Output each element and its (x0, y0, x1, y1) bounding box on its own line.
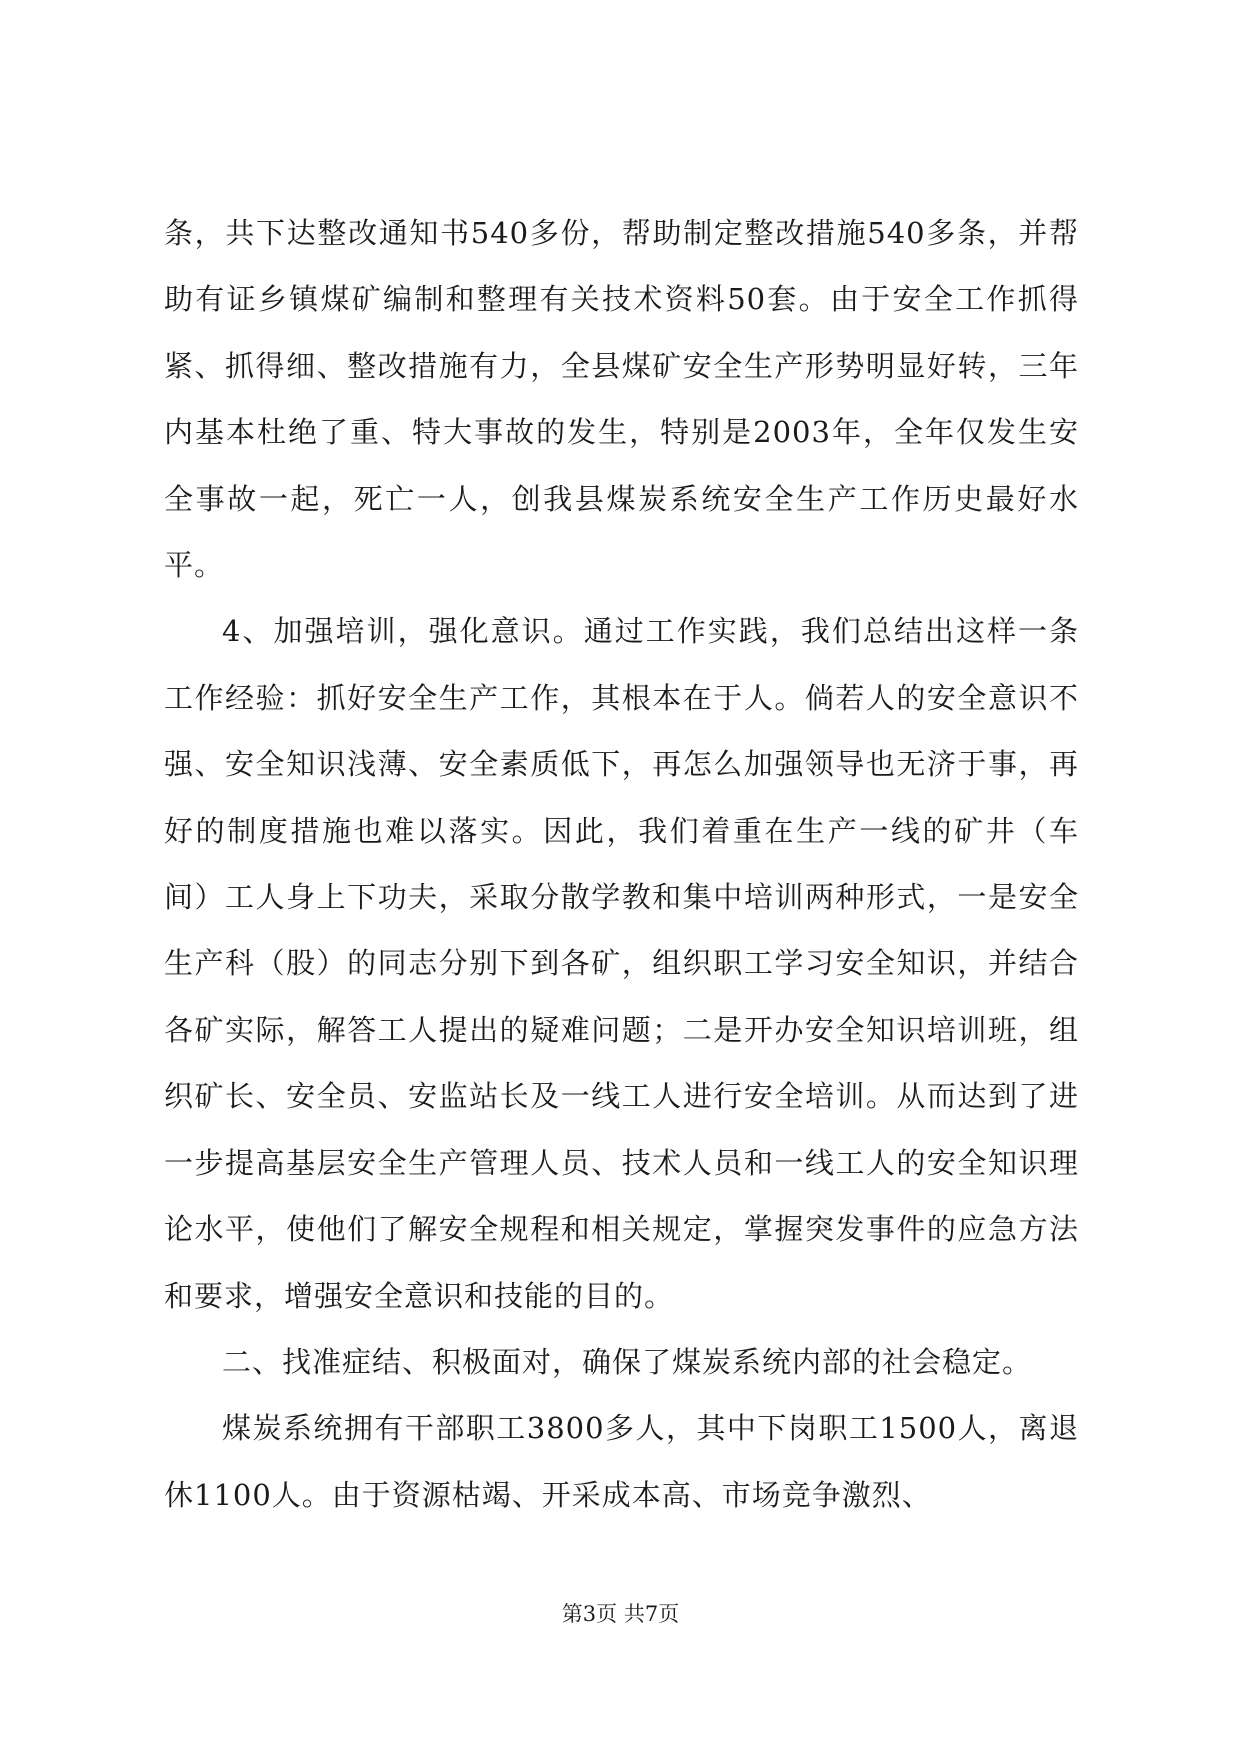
paragraph-workforce: 煤炭系统拥有干部职工3800多人，其中下岗职工1500人，离退休1100人。由于资源枯竭、开采成本高、市场竞争激烈、 (164, 1411, 1079, 1512)
paragraph-continuation: 条，共下达整改通知书540多份，帮助制定整改措施540多条，并帮助有证乡镇煤矿编制和整理有关技术资料50套。由于安全工作抓得紧、抓得细、整改措施有力，全县煤矿安全生产形势明显好转，三年内基本杜绝了重、特大事故的发生，特别是2003年，全年仅发生安全事故一起，死亡一人，创我县煤炭系统安全生产工作历史最好水平。 (164, 216, 1079, 583)
document-body (164, 200, 1079, 1528)
page-number-footer: 第3页 共7页 (561, 1602, 680, 1626)
paragraph-training: 4、加强培训，强化意识。通过工作实践，我们总结出这样一条工作经验：抓好安全生产工作，其根本在于人。倘若人的安全意识不强、安全知识浅薄、安全素质低下，再怎么加强领导也无济于事，再好的制度措施也难以落实。因此，我们着重在生产一线的矿井（车间）工人身上下功夫，采取分散学教和集中培训两种形式，一是安全生产科（股）的同志分别下到各矿，组织职工学习安全知识，并结合各矿实际，解答工人提出的疑难问题；二是开办安全知识培训班，组织矿长、安全员、安监站长及一线工人进行安全培训。从而达到了进一步提高基层安全生产管理人员、技术人员和一线工人的安全知识理论水平，使他们了解安全规程和相关规定，掌握突发事件的应急方法和要求，增强安全意识和技能的目的。 (164, 614, 1079, 1313)
section-heading-stability: 二、找准症结、积极面对，确保了煤炭系统内部的社会稳定。 (222, 1344, 1033, 1379)
